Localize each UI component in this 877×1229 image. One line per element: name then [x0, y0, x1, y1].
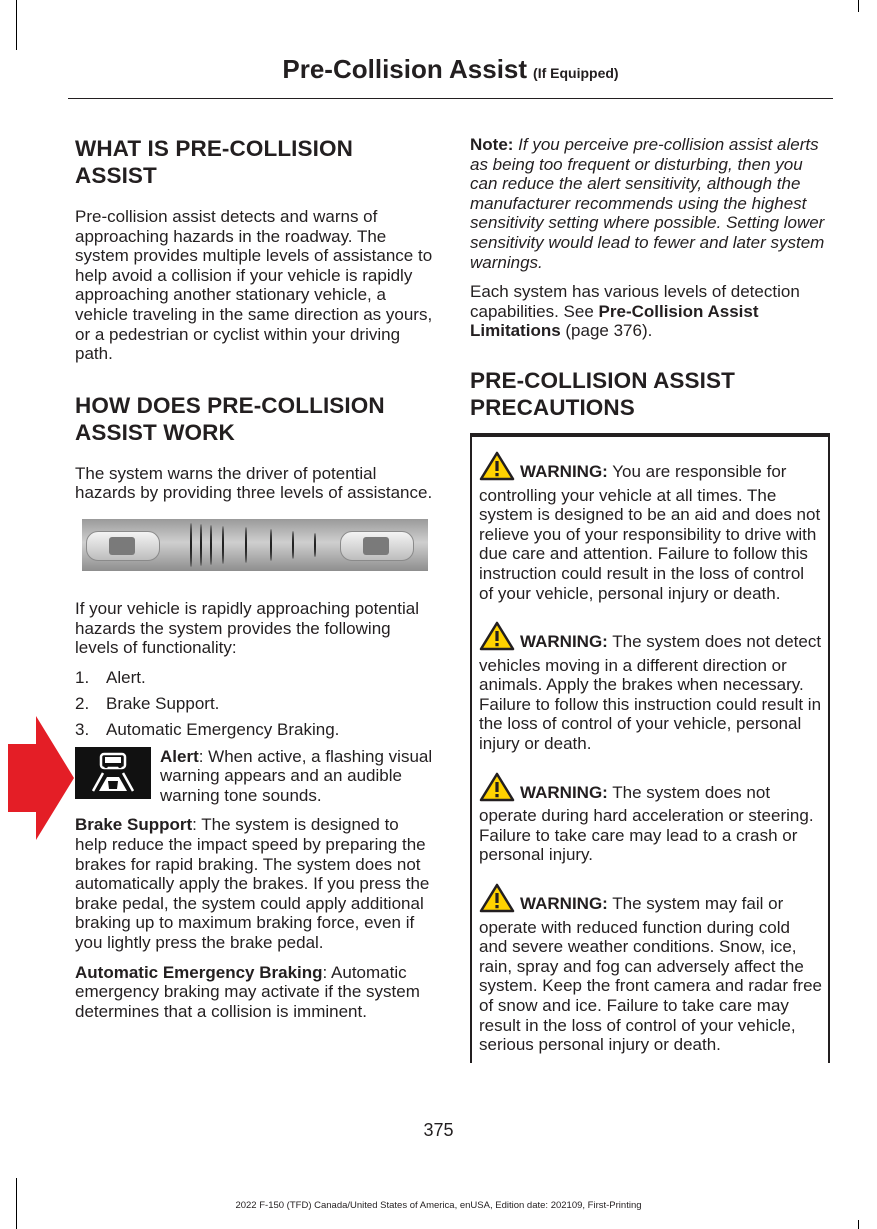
warning-triangle-icon	[479, 883, 515, 918]
list-item: 3. Automatic Emergency Braking.	[75, 720, 340, 740]
section-heading: WHAT IS PRE-COLLISION ASSIST	[75, 136, 353, 188]
warning-item: WARNING: You are responsible for controlling your vehicle at all times. The system is designed to be an aid and does not relieve you of your responsibility to drive with due care and attention. Failure to follow this instruction could result in the loss of control of your vehicle, personal injury or death.	[479, 451, 822, 603]
warning-waves-illustration	[82, 519, 428, 571]
paragraph: If your vehicle is rapidly approaching potential hazards the system provides the following levels of functionality:	[75, 598, 419, 658]
crop-mark	[858, 0, 859, 12]
brake-support-paragraph: Brake Support: The system is designed to help reduce the impact speed by preparing the brakes for rapid braking. The system does not automatically apply the brakes. If you press the brake pedal, the system could apply additional braking up to maximum braking force, even if you lightly press the brake pedal.	[75, 815, 430, 952]
note-paragraph: Note: If you perceive pre-collision assist alerts as being too frequent or disturbing, then you can reduce the alert sensitivity, although the manufacturer recommends using the highest sensitivity setting where possible. Setting lower sensitivity would lead to fewer and later system warnings.	[470, 135, 825, 272]
list-item: 1. Alert.	[75, 667, 146, 687]
paragraph: The system warns the driver of potential hazards by providing three levels of assistance.	[75, 463, 433, 503]
functionality-list	[75, 668, 435, 740]
section-heading: HOW DOES PRE-COLLISION ASSIST WORK	[75, 392, 385, 445]
header-rule	[68, 98, 833, 99]
paragraph: Pre-collision assist detects and warns of approaching hazards in the roadway. The system provides multiple levels of assistance to help avoid a collision if your vehicle is rapidly approaching another stationary vehicle, a vehicle traveling in the same direction as yours, or a pedestrian or cyclist within your driving path.	[75, 207, 433, 364]
warning-item: WARNING: The system does not operate during hard acceleration or steering. Failure to take care may lead to a crash or personal injury.	[479, 772, 822, 865]
crop-mark	[858, 1220, 859, 1229]
list-item: 2. Brake Support.	[75, 694, 220, 713]
title-main: Pre-Collision Assist	[282, 54, 528, 84]
collision-warning-icon	[75, 747, 151, 799]
warning-item: WARNING: The system may fail or operate with reduced function during cold and severe weather conditions. Snow, ice, rain, spray and fog can adversely affect the system. Keep the front camera and radar free of snow and ice. Failure to take care may result in the loss of control of your vehicle, serious personal injury or death.	[479, 883, 822, 1055]
alert-description: Alert: When active, a flashing visual warning appears and an audible warning tone sounds.	[75, 747, 435, 806]
section-heading: PRE-COLLISION ASSIST PRECAUTIONS	[470, 367, 735, 420]
warnings-box	[470, 433, 830, 1063]
red-arrow-icon	[8, 716, 74, 840]
page-title	[68, 54, 833, 85]
footer-text: 2022 F-150 (TFD) Canada/United States of America, enUSA, Edition date: 202109, First-Printing	[235, 1200, 642, 1211]
paragraph: Each system has various levels of detection capabilities. See Pre-Collision Assist Limitations (page 376).	[470, 282, 800, 341]
title-sub: (If Equipped)	[533, 65, 619, 81]
own-vehicle-image	[86, 531, 160, 561]
left-column	[75, 135, 435, 1031]
cross-reference-link[interactable]: Pre-Collision Assist Limitations	[470, 301, 759, 341]
crop-mark	[16, 0, 17, 50]
lead-vehicle-image	[340, 531, 414, 561]
warning-triangle-icon	[479, 772, 515, 807]
warning-item: WARNING: The system does not detect vehicles moving in a different direction or animals. Apply the brakes when necessary. Failure to follow this instruction could result in the loss of control of your vehicle, personal injury or death.	[479, 621, 822, 754]
warning-triangle-icon	[479, 451, 515, 486]
alert-term: Alert	[160, 746, 199, 766]
page-number: 375	[423, 1120, 454, 1140]
right-column	[470, 135, 830, 1063]
aeb-paragraph: Automatic Emergency Braking: Automatic emergency braking may activate if the system determines that a collision is imminent.	[75, 962, 420, 1021]
warning-triangle-icon	[479, 621, 515, 656]
